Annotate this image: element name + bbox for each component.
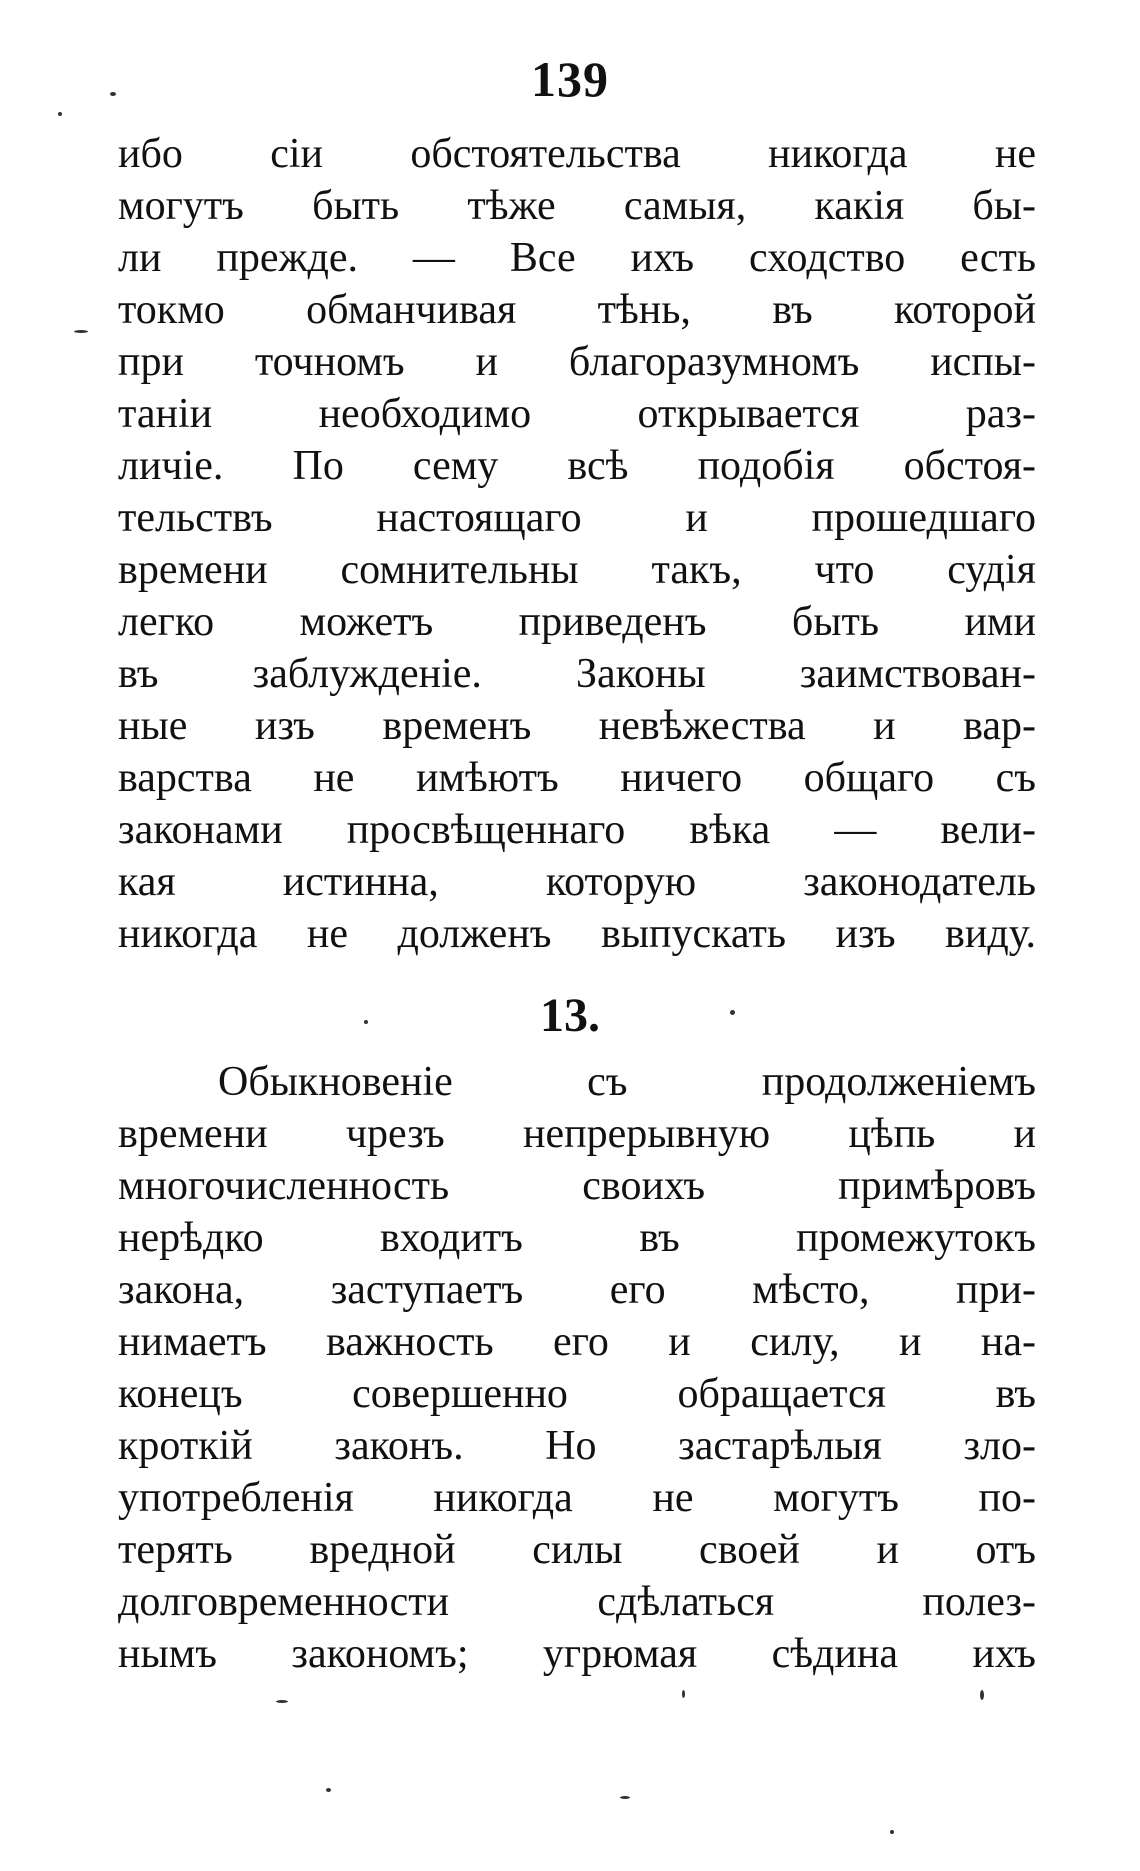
text-line: долговременности сдѣлаться полез- — [118, 1579, 1036, 1625]
print-speck — [74, 330, 88, 333]
text-line: въ заблужденіе. Законы заимствован- — [118, 651, 1036, 697]
text-line: легко можетъ приведенъ быть ими — [118, 599, 1036, 645]
print-speck — [730, 1010, 735, 1015]
text-line: кроткій законъ. Но застарѣлыя зло- — [118, 1423, 1036, 1469]
paragraph-2 — [118, 1056, 1036, 1680]
text-line: нимаетъ важность его и силу, и на- — [118, 1319, 1036, 1365]
text-line: ные изъ временъ невѣжества и вар- — [118, 703, 1036, 749]
text-line: употребленія никогда не могутъ по- — [118, 1475, 1036, 1521]
text-line: токмо обманчивая тѣнь, въ которой — [118, 287, 1036, 333]
text-line: никогда не долженъ выпускать изъ виду. — [118, 911, 1036, 957]
print-speck — [980, 1690, 984, 1700]
text-line: ибо сіи обстоятельства никогда не — [118, 131, 1036, 177]
print-speck — [58, 112, 62, 116]
print-speck — [326, 1788, 331, 1792]
text-line: ли прежде. — Все ихъ сходство есть — [118, 235, 1036, 281]
text-line: закона, заступаетъ его мѣсто, при- — [118, 1267, 1036, 1313]
print-speck — [620, 1796, 630, 1799]
text-line: законами просвѣщеннаго вѣка — вели- — [118, 807, 1036, 853]
page-number: 139 — [531, 51, 609, 107]
print-speck — [682, 1690, 685, 1698]
text-line: при точномъ и благоразумномъ испы- — [118, 339, 1036, 385]
text-line: личіе. По сему всѣ подобія обстоя- — [118, 443, 1036, 489]
text-line: могутъ быть тѣже самыя, какія бы- — [118, 183, 1036, 229]
print-speck — [110, 92, 116, 96]
print-speck — [364, 1020, 368, 1024]
text-line: конецъ совершенно обращается въ — [118, 1371, 1036, 1417]
text-line: терять вредной силы своей и отъ — [118, 1527, 1036, 1573]
text-line: нерѣдко входитъ въ промежутокъ — [118, 1215, 1036, 1261]
paragraph-1 — [118, 128, 1036, 960]
text-line: тельствъ настоящаго и прошедшаго — [118, 495, 1036, 541]
print-speck — [890, 1830, 894, 1834]
section-number: 13. — [540, 989, 600, 1042]
text-line: варства не имѣютъ ничего общаго съ — [118, 755, 1036, 801]
print-speck — [276, 1700, 288, 1703]
text-line: времени сомнительны такъ, что судія — [118, 547, 1036, 593]
text-line: времени чрезъ непрерывную цѣпь и — [118, 1111, 1036, 1157]
text-line: многочисленность своихъ примѣровъ — [118, 1163, 1036, 1209]
text-line: Обыкновеніе съ продолженіемъ — [218, 1059, 1036, 1105]
text-line: таніи необходимо открывается раз- — [118, 391, 1036, 437]
text-line: нымъ закономъ; угрюмая сѣдина ихъ — [118, 1631, 1036, 1677]
text-line: кая истинна, которую законодатель — [118, 859, 1036, 905]
